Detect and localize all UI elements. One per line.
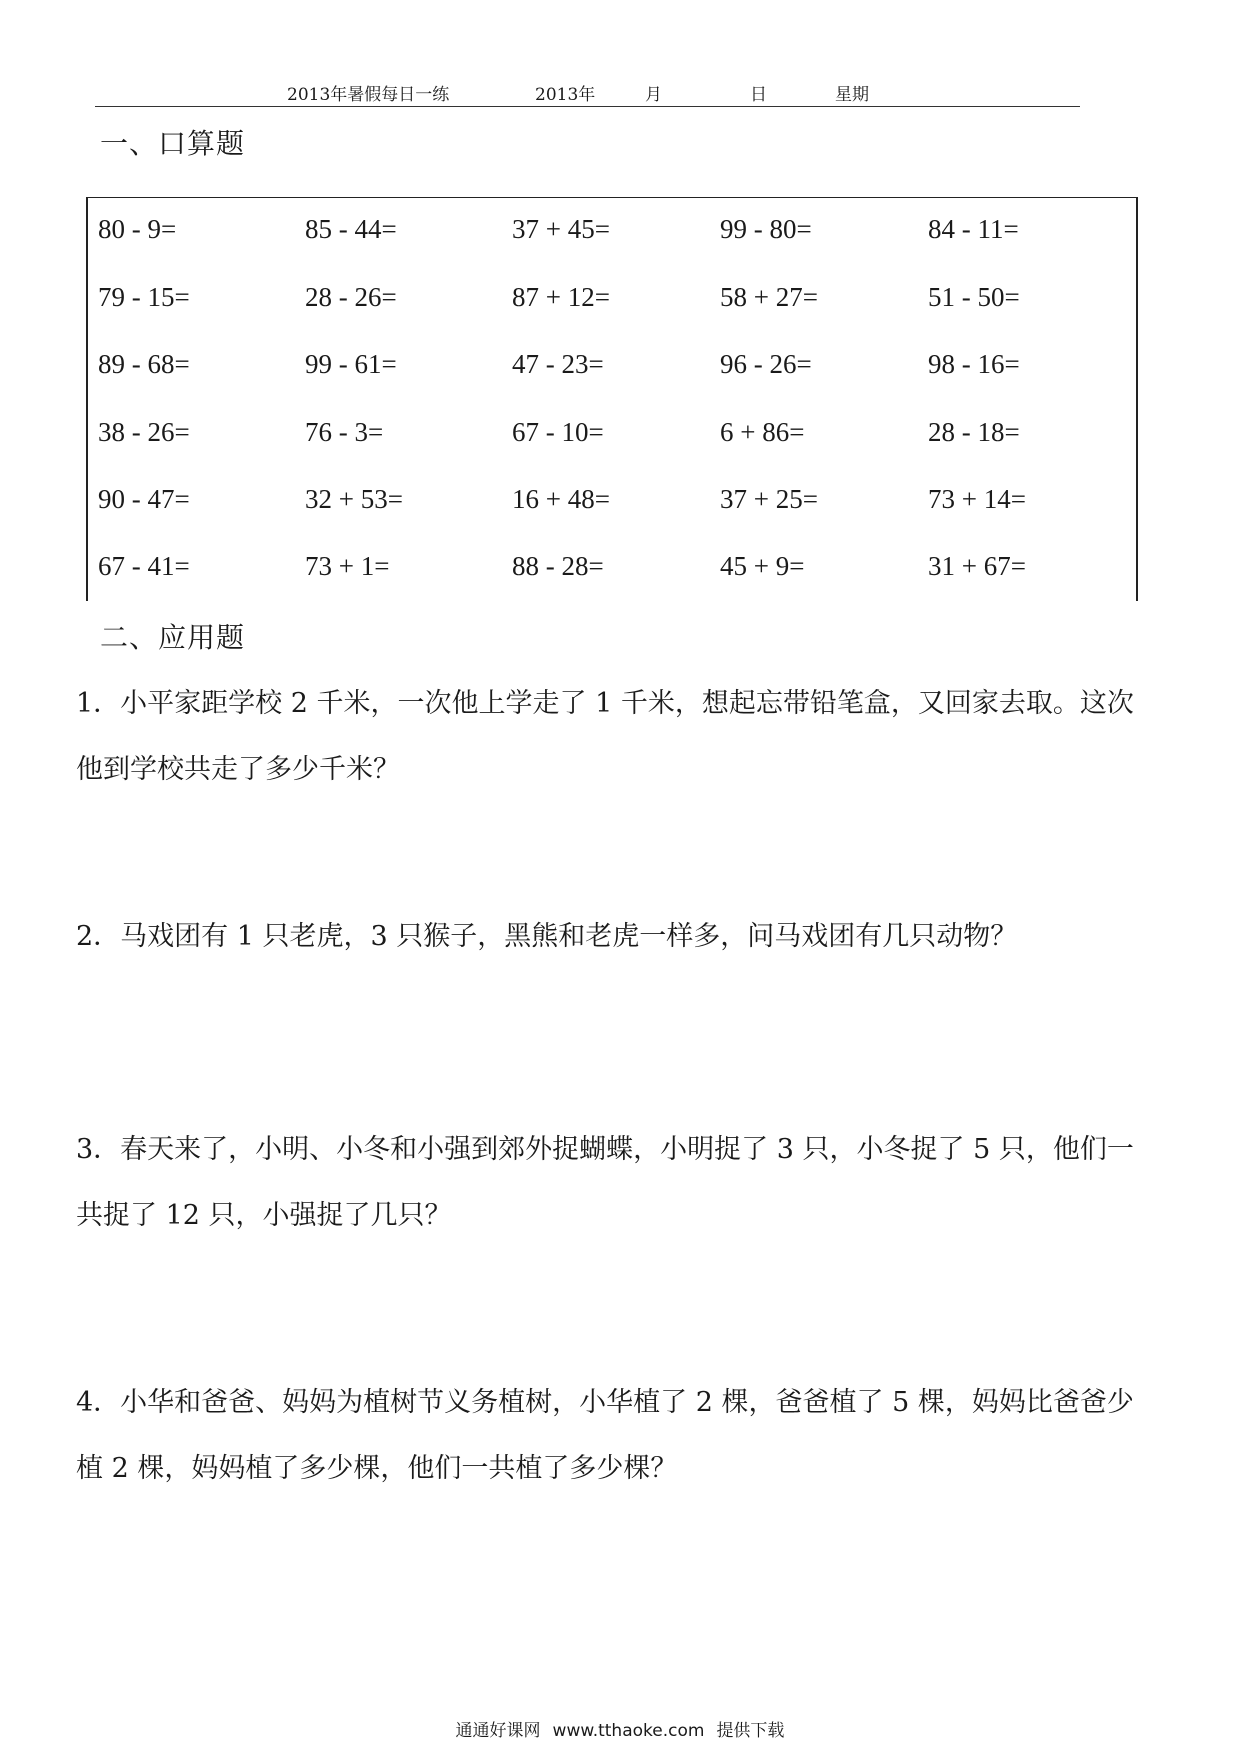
calc-expression: 89 - 68= [98,349,190,379]
problem-line: 植 2 棵，妈妈植了多少棵，他们一共植了多少棵？ [76,1453,678,1484]
calc-expression: 31 + 67= [928,551,1026,581]
calc-expression: 51 - 50= [928,282,1020,312]
calc-expression: 85 - 44= [305,214,397,244]
calc-expression: 90 - 47= [98,484,190,514]
calc-expression: 16 + 48= [512,484,610,514]
page-header [95,78,1080,107]
calc-expression: 32 + 53= [305,484,403,514]
calc-expression: 38 - 26= [98,417,190,447]
footer-site-name: 通通好课网 [455,1721,541,1741]
section2-title: 二、应用题 [100,621,246,654]
calc-row [88,349,1136,389]
calc-expression: 6 + 86= [720,417,805,447]
calc-expression: 28 - 26= [305,282,397,312]
calc-expression: 79 - 15= [98,282,190,312]
header-weekday: 星期 [835,85,869,105]
problem-line: 2．马戏团有 1 只老虎，3 只猴子，黑熊和老虎一样多，问马戏团有几只动物？ [76,921,1018,952]
page-footer [0,1716,1240,1741]
calc-expression: 45 + 9= [720,551,805,581]
calc-row [88,214,1136,254]
calc-expression: 28 - 18= [928,417,1020,447]
word-problem [76,1117,1176,1249]
footer-suffix: 提供下载 [716,1721,785,1741]
calc-expression: 67 - 41= [98,551,190,581]
calc-expression: 84 - 11= [928,214,1019,244]
calc-expression: 98 - 16= [928,349,1020,379]
word-problem [76,904,1176,970]
calc-row [88,551,1136,591]
calc-expression: 37 + 45= [512,214,610,244]
calc-expression: 73 + 14= [928,484,1026,514]
calc-row [88,484,1136,524]
calc-row [88,282,1136,322]
footer-url: www.tthaoke.com [552,1721,705,1741]
header-year: 2013年 [535,85,596,105]
header-title: 2013年暑假每日一练 [287,85,450,105]
problem-line: 他到学校共走了多少千米？ [76,754,400,785]
word-problem [76,671,1176,803]
problem-line: 共捉了 12 只，小强捉了几只？ [76,1200,452,1231]
calc-expression: 37 + 25= [720,484,818,514]
calc-expression: 99 - 80= [720,214,812,244]
calc-expression: 67 - 10= [512,417,604,447]
header-day: 日 [750,85,767,105]
section1-title: 一、口算题 [100,127,246,160]
problem-line: 3．春天来了，小明、小冬和小强到郊外捉蝴蝶，小明捉了 3 只，小冬捉了 5 只，他们一 [76,1134,1134,1165]
calc-expression: 88 - 28= [512,551,604,581]
word-problem [76,1370,1176,1502]
calc-row [88,417,1136,457]
calc-expression: 73 + 1= [305,551,390,581]
problem-line: 4．小华和爸爸、妈妈为植树节义务植树，小华植了 2 棵，爸爸植了 5 棵，妈妈比爸爸少 [76,1387,1134,1418]
calc-expression: 58 + 27= [720,282,818,312]
problem-line: 1．小平家距学校 2 千米，一次他上学走了 1 千米，想起忘带铅笔盒，又回家去取。这次 [76,688,1134,719]
calc-expression: 99 - 61= [305,349,397,379]
calculation-table [86,197,1138,601]
calc-expression: 47 - 23= [512,349,604,379]
calc-expression: 76 - 3= [305,417,384,447]
header-month: 月 [645,85,662,105]
calc-expression: 96 - 26= [720,349,812,379]
calc-expression: 87 + 12= [512,282,610,312]
calc-expression: 80 - 9= [98,214,177,244]
